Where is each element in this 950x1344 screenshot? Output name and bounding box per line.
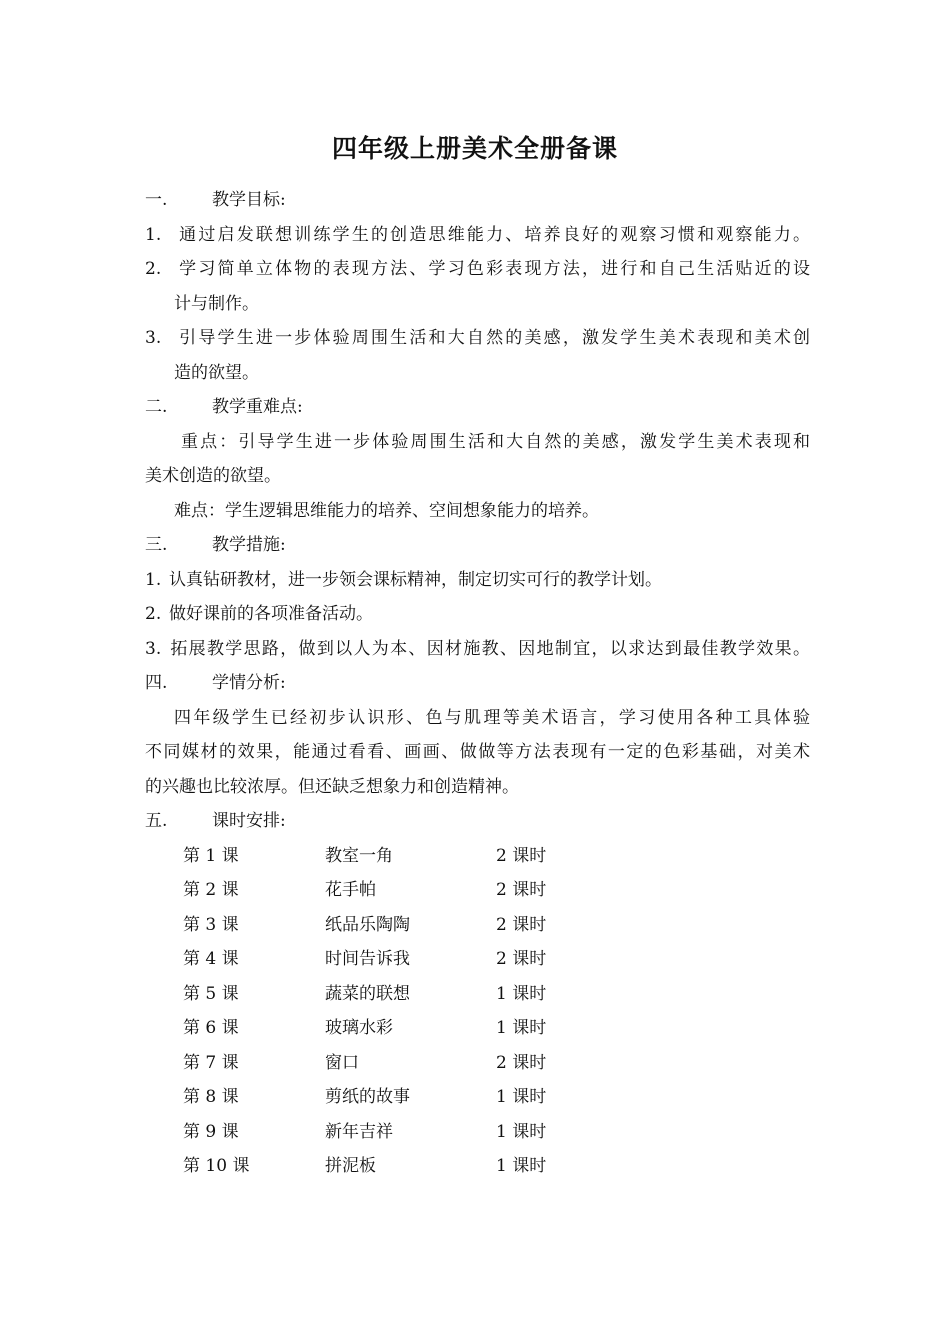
- lesson-name: 花手帕: [325, 880, 376, 900]
- objective-item-1: [145, 218, 810, 253]
- lesson-hours: 2 课时: [496, 880, 547, 900]
- lesson-name: 玻璃水彩: [325, 1018, 393, 1038]
- lesson-name: 时间告诉我: [325, 949, 410, 969]
- schedule-row: [145, 908, 810, 943]
- lesson-name: 剪纸的故事: [325, 1087, 410, 1107]
- section-heading-schedule: [145, 804, 810, 839]
- paragraph-text: 美术创造的欲望。: [145, 466, 281, 486]
- analysis-line-3: [145, 770, 810, 805]
- item-text: 做好课前的各项准备活动。: [169, 604, 373, 624]
- schedule-table: [145, 839, 810, 1184]
- document-body: [145, 183, 810, 1184]
- item-text: 认真钻研教材，进一步领会课标精神，制定切实可行的教学计划。: [169, 569, 662, 590]
- paragraph-text: 不同媒材的效果，能通过看看、画画、做做等方法表现有一定的色彩基础，对美术: [145, 742, 810, 762]
- lesson-name: 教室一角: [325, 845, 393, 866]
- lesson-name: 拼泥板: [325, 1156, 376, 1176]
- section-heading-measures: [145, 528, 810, 563]
- lesson-name: 蔬菜的联想: [325, 983, 410, 1004]
- section-label: 教学措施:: [212, 535, 286, 555]
- measure-item-1: [145, 563, 810, 598]
- lesson-hours: 2 课时: [496, 914, 547, 935]
- lesson-number: 第 6 课: [183, 1018, 239, 1038]
- schedule-row: [145, 873, 810, 908]
- lesson-number: 第 9 课: [183, 1121, 239, 1142]
- lesson-name: 新年吉祥: [325, 1121, 393, 1142]
- section-label: 教学目标:: [212, 190, 286, 210]
- schedule-row: [145, 839, 810, 874]
- objective-item-3-continued: [145, 356, 810, 391]
- lesson-number: 第 10 课: [183, 1156, 250, 1176]
- section-heading-analysis: [145, 666, 810, 701]
- lesson-hours: 1 课时: [496, 1087, 547, 1107]
- paragraph-text: 难点：学生逻辑思维能力的培养、空间想象能力的培养。: [174, 500, 599, 521]
- lesson-hours: 2 课时: [496, 845, 547, 866]
- lesson-number: 第 4 课: [183, 949, 239, 969]
- key-point-line-2: [145, 459, 810, 494]
- lesson-number: 第 8 课: [183, 1087, 239, 1107]
- schedule-row: [145, 1046, 810, 1081]
- lesson-number: 第 1 课: [183, 845, 239, 866]
- item-text: 拓展教学思路，做到以人为本、因材施教、因地制宜，以求达到最佳教学效果。: [169, 638, 810, 659]
- schedule-row: [145, 1149, 810, 1184]
- key-point-line-1: [145, 425, 810, 460]
- item-number: 2.: [145, 259, 162, 279]
- item-number: 1.: [145, 569, 162, 590]
- measure-item-2: [145, 597, 810, 632]
- lesson-number: 第 5 课: [183, 983, 239, 1004]
- lesson-name: 窗口: [325, 1052, 359, 1073]
- lesson-hours: 2 课时: [496, 1052, 547, 1073]
- item-text: 计与制作。: [174, 293, 259, 314]
- section-label: 学情分析:: [212, 673, 286, 693]
- schedule-row: [145, 942, 810, 977]
- section-number: 一.: [145, 190, 168, 210]
- section-heading-objectives: [145, 183, 810, 218]
- lesson-hours: 1 课时: [496, 1121, 547, 1142]
- objective-item-3: [145, 321, 810, 356]
- schedule-row: [145, 1080, 810, 1115]
- analysis-line-1: [145, 701, 810, 736]
- measure-item-3: [145, 632, 810, 667]
- schedule-row: [145, 1011, 810, 1046]
- section-label: 课时安排:: [212, 811, 286, 831]
- objective-item-2-continued: [145, 287, 810, 322]
- page-title: 四年级上册美术全册备课: [331, 134, 618, 163]
- item-number: 2.: [145, 604, 162, 624]
- lesson-hours: 1 课时: [496, 1018, 547, 1038]
- lesson-hours: 2 课时: [496, 949, 547, 969]
- item-text: 学习简单立体物的表现方法、学习色彩表现方法，进行和自己生活贴近的设: [177, 259, 810, 279]
- item-text: 通过启发联想训练学生的创造思维能力、培养良好的观察习惯和观察能力。: [177, 224, 810, 245]
- item-number: 1.: [145, 224, 162, 245]
- objective-item-2: [145, 252, 810, 287]
- lesson-name: 纸品乐陶陶: [325, 914, 410, 935]
- schedule-row: [145, 1115, 810, 1150]
- lesson-number: 第 7 课: [183, 1052, 239, 1073]
- lesson-hours: 1 课时: [496, 1156, 547, 1176]
- analysis-line-2: [145, 735, 810, 770]
- section-number: 二.: [145, 397, 168, 417]
- schedule-row: [145, 977, 810, 1012]
- item-number: 3.: [145, 328, 162, 348]
- paragraph-text: 的兴趣也比较浓厚。但还缺乏想象力和创造精神。: [145, 776, 519, 797]
- section-number: 五.: [145, 811, 168, 831]
- lesson-number: 第 3 课: [183, 914, 239, 935]
- section-number: 四.: [145, 673, 168, 693]
- difficult-point: [145, 494, 810, 529]
- item-number: 3.: [145, 638, 162, 659]
- item-text: 引导学生进一步体验周围生活和大自然的美感，激发学生美术表现和美术创: [177, 328, 810, 348]
- section-label: 教学重难点:: [212, 397, 303, 417]
- lesson-number: 第 2 课: [183, 880, 239, 900]
- section-heading-key-points: [145, 390, 810, 425]
- section-number: 三.: [145, 535, 168, 555]
- item-text: 造的欲望。: [174, 362, 259, 383]
- paragraph-text: 重点：引导学生进一步体验周围生活和大自然的美感，激发学生美术表现和: [181, 431, 810, 452]
- lesson-hours: 1 课时: [496, 983, 547, 1004]
- paragraph-text: 四年级学生已经初步认识形、色与肌理等美术语言，学习使用各种工具体验: [174, 707, 810, 728]
